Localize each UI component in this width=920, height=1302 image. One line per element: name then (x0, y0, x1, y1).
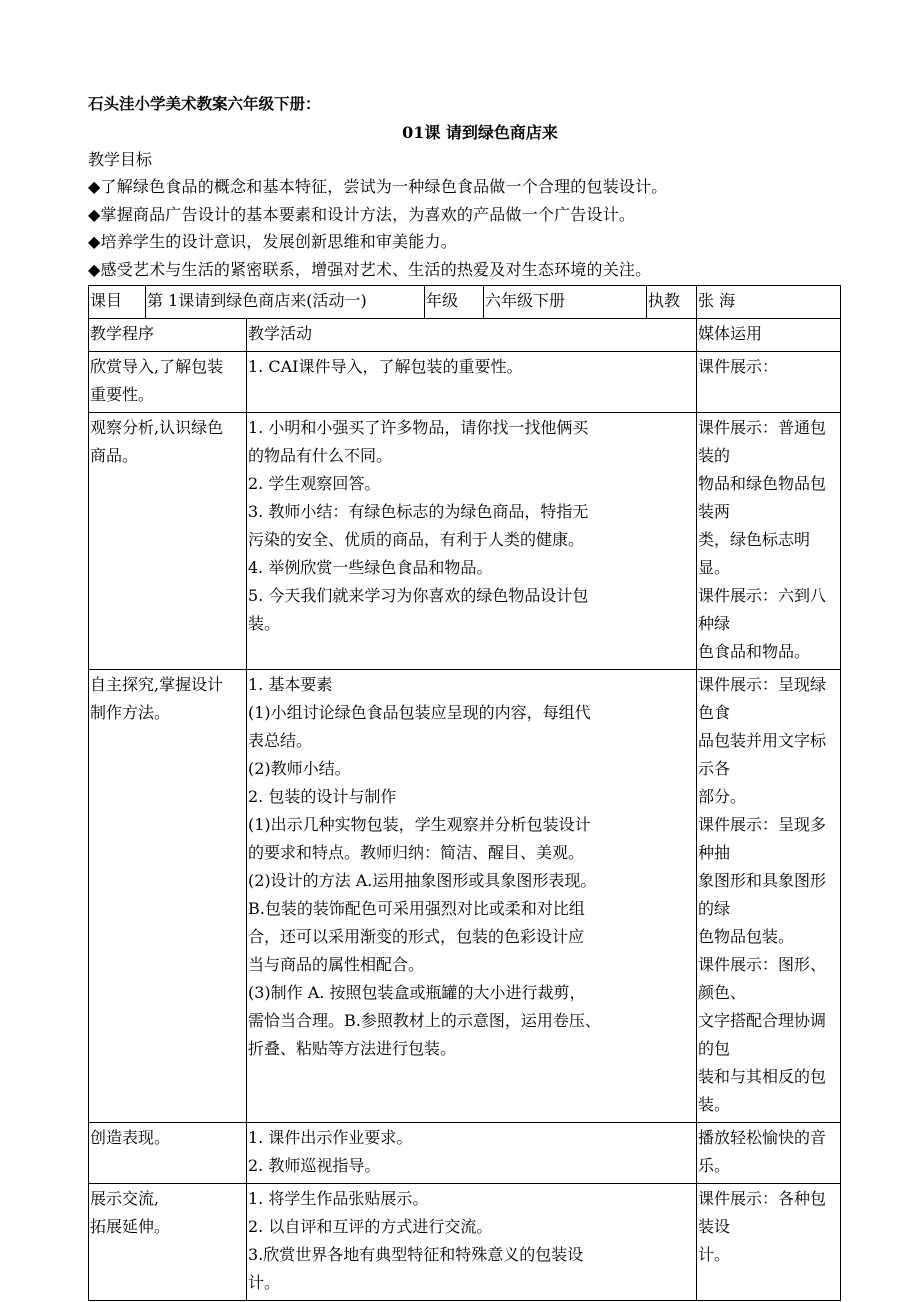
media-line: 课件展示：呈现多种抽 (698, 815, 827, 862)
procedure-line: 制作方法。 (90, 703, 171, 722)
media-header: 媒体运用 (697, 319, 841, 352)
media-cell (697, 1184, 841, 1301)
activity-line: (2)教师小结。 (248, 759, 351, 778)
media-line: 文字搭配合理协调的包 (698, 1011, 827, 1058)
course-value: 第 1课请到绿色商店来(活动一) (146, 286, 425, 319)
procedure-line: 商品。 (90, 446, 139, 465)
grade-value: 六年级下册 (484, 286, 647, 319)
teacher-label: 执教 (647, 286, 697, 319)
activity-cell (247, 670, 697, 1123)
school-title: 石头洼小学美术教案六年级下册： (88, 94, 321, 113)
media-line: 播放轻松愉快的音乐。 (698, 1128, 827, 1175)
activity-cell (247, 1123, 697, 1184)
media-line: 色物品包装。 (698, 927, 795, 946)
procedure-line: 拓展延伸。 (90, 1217, 171, 1236)
teacher-value: 张 海 (697, 286, 841, 319)
media-line: 课件展示：普通包装的 (698, 418, 827, 465)
media-cell (697, 413, 841, 670)
objective-item: ◆培养学生的设计意识，发展创新思维和审美能力。 (88, 232, 457, 251)
media-line: 课件展示：呈现绿色食 (698, 675, 827, 722)
activity-line: 2. 教师巡视指导。 (248, 1156, 381, 1175)
activity-line: 4. 举例欣赏一些绿色食品和物品。 (248, 558, 493, 577)
table-row (89, 670, 841, 1123)
activity-line: 折叠、粘贴等方法进行包装。 (248, 1039, 457, 1058)
table-row (89, 352, 841, 413)
activity-line: B.包装的装饰配色可采用强烈对比或柔和对比组 (248, 899, 585, 918)
activity-line: 1. 课件出示作业要求。 (248, 1128, 413, 1147)
media-line: 品包装并用文字标示各 (698, 731, 827, 778)
media-line: 课件展示：六到八种绿 (698, 586, 827, 633)
media-line: 计。 (698, 1245, 731, 1264)
objective-item: ◆掌握商品广告设计的基本要素和设计方法，为喜欢的产品做一个广告设计。 (88, 204, 636, 224)
procedure-line: 观察分析,认识绿色 (90, 418, 224, 437)
table-row (89, 413, 841, 670)
procedure-cell (89, 1184, 247, 1301)
header-row (89, 319, 841, 352)
procedure-line: 展示交流, (90, 1189, 160, 1208)
media-line: 部分。 (698, 787, 747, 806)
activity-cell (247, 352, 697, 413)
activity-cell (247, 413, 697, 670)
activity-line: 1. CAI课件导入，了解包装的重要性。 (248, 357, 523, 376)
activity-line: 合，还可以采用渐变的形式，包装的色彩设计应 (248, 927, 585, 946)
objective-item: ◆了解绿色食品的概念和基本特征，尝试为一种绿色食品做一个合理的包装设计。 (88, 177, 668, 196)
objective-item: ◆感受艺术与生活的紧密联系，增强对艺术、生活的热爱及对生态环境的关注。 (88, 259, 652, 279)
objectives-list (88, 173, 840, 283)
activity-line: 需恰当合理。B.参照教材上的示意图，运用卷压、 (248, 1011, 601, 1030)
media-cell (697, 670, 841, 1123)
activity-line: 2. 包装的设计与制作 (248, 787, 397, 806)
procedure-cell (89, 352, 247, 413)
activity-line: 表总结。 (248, 731, 313, 750)
activity-cell (247, 1184, 697, 1301)
procedure-line: 重要性。 (90, 385, 155, 404)
activity-line: 2. 学生观察回答。 (248, 474, 381, 493)
lesson-plan-page (88, 92, 840, 1301)
media-line: 色食品和物品。 (698, 642, 811, 661)
activity-line: (1)小组讨论绿色食品包装应呈现的内容，每组代 (248, 703, 591, 722)
procedure-header: 教学程序 (89, 319, 247, 352)
info-row (89, 286, 841, 319)
activity-line: 计。 (248, 1273, 281, 1292)
media-line: 象图形和具象图形的绿 (698, 871, 827, 918)
procedure-line: 创造表现。 (90, 1128, 171, 1147)
activity-line: 的物品有什么不同。 (248, 446, 393, 465)
activity-header: 教学活动 (247, 319, 697, 352)
activity-line: (1)出示几种实物包装，学生观察并分析包装设计 (248, 815, 591, 834)
table-row (89, 1184, 841, 1301)
media-line: 类，绿色标志明显。 (698, 530, 811, 577)
activity-line: 污染的安全、优质的商品，有利于人类的健康。 (248, 530, 585, 549)
media-line: 课件展示：各种包装设 (698, 1189, 827, 1236)
procedure-cell (89, 670, 247, 1123)
media-cell (697, 352, 841, 413)
table-row (89, 1123, 841, 1184)
media-line: 课件展示：图形、颜色、 (698, 955, 827, 1002)
procedure-line: 自主探究,掌握设计 (90, 675, 224, 694)
procedure-cell (89, 1123, 247, 1184)
media-cell (697, 1123, 841, 1184)
media-line: 物品和绿色物品包装两 (698, 474, 827, 521)
objectives-heading: 教学目标 (88, 150, 153, 169)
activity-line: 2. 以自评和互评的方式进行交流。 (248, 1217, 493, 1236)
activity-line: 的要求和特点。教师归纳：简洁、醒目、美观。 (248, 843, 585, 862)
grade-label: 年级 (425, 286, 484, 319)
activity-line: 1. 基本要素 (248, 675, 333, 694)
lesson-table (88, 285, 841, 1301)
activity-line: 3. 教师小结：有绿色标志的为绿色商品，特指无 (248, 502, 589, 521)
procedure-line: 欣赏导入,了解包装 (90, 357, 224, 376)
activity-line: 3.欣赏世界各地有典型特征和特殊意义的包装设 (248, 1245, 584, 1264)
activity-line: 1. 将学生作品张贴展示。 (248, 1189, 429, 1208)
media-line: 课件展示： (698, 357, 779, 376)
activity-line: (3)制作 A. 按照包装盒或瓶罐的大小进行裁剪， (248, 983, 586, 1002)
activity-line: 5. 今天我们就来学习为你喜欢的绿色物品设计包 (248, 586, 589, 605)
course-label: 课目 (89, 286, 146, 319)
media-line: 装和与其相反的包装。 (698, 1067, 827, 1114)
lesson-title: 01课 请到绿色商店来 (402, 123, 558, 142)
activity-line: 1. 小明和小强买了许多物品，请你找一找他俩买 (248, 418, 589, 437)
procedure-cell (89, 413, 247, 670)
activity-line: 装。 (248, 614, 281, 633)
activity-line: (2)设计的方法 A.运用抽象图形或具象图形表现。 (248, 871, 597, 890)
activity-line: 当与商品的属性相配合。 (248, 955, 425, 974)
